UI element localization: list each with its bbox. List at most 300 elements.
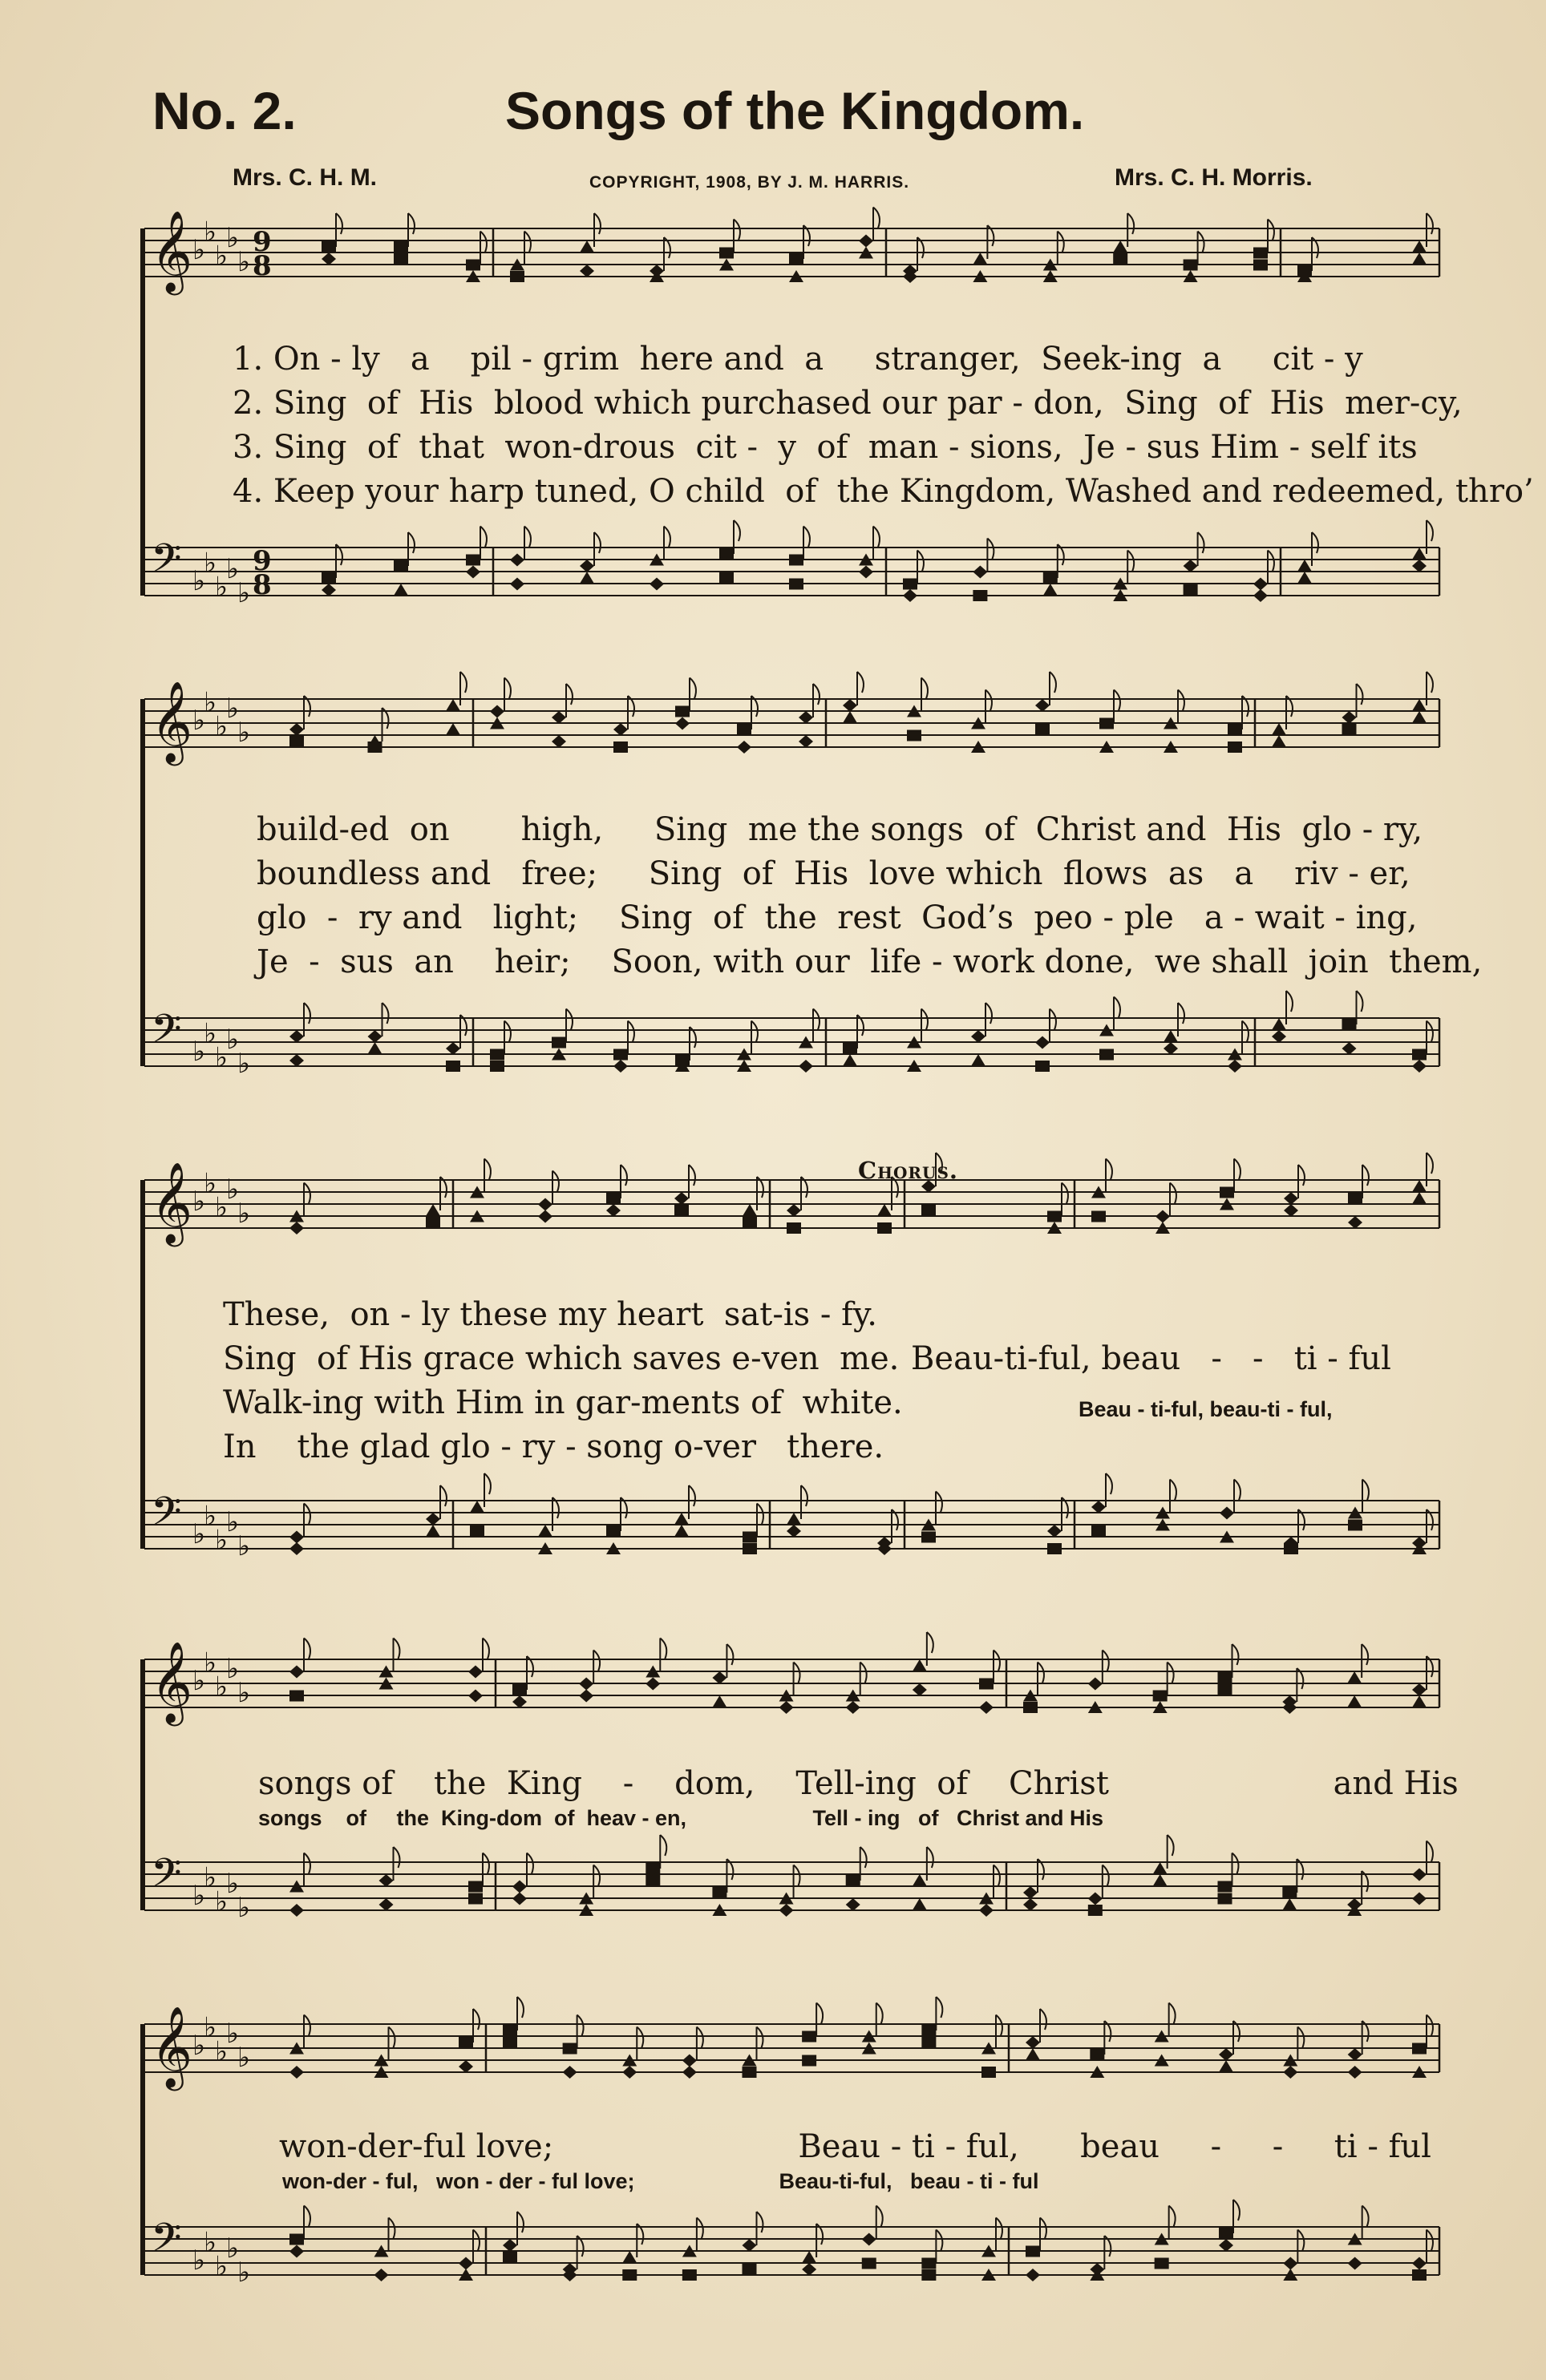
note-head <box>1218 1672 1232 1683</box>
note-head <box>1164 1042 1178 1055</box>
note-flag <box>524 527 531 548</box>
note-head <box>682 2269 697 2281</box>
note-head <box>538 1198 552 1211</box>
note-head <box>1253 578 1268 591</box>
note-flag <box>628 1021 634 1042</box>
note-flag <box>1178 690 1184 711</box>
note-flag <box>1362 1165 1369 1186</box>
note-flag <box>304 1853 310 1874</box>
flat-sign-icon: ♭ <box>226 553 240 585</box>
note-flag <box>1427 1153 1433 1174</box>
note-head <box>1026 2036 1040 2049</box>
note-head <box>719 248 734 259</box>
note-head <box>1412 240 1427 253</box>
note-flag <box>794 1663 800 1683</box>
note-flag <box>697 2027 703 2048</box>
note-head <box>1219 2239 1233 2252</box>
flat-sign-icon: ♭ <box>215 2035 229 2068</box>
note-head <box>289 1531 304 1544</box>
note-head <box>979 1904 994 1917</box>
note-head <box>446 1061 460 1072</box>
note-flag <box>689 1485 695 1506</box>
flat-sign-icon: ♭ <box>237 1530 251 1562</box>
verse-2-line-2: boundless and free; Sing of His love which flows as a riv - er, <box>257 855 1410 892</box>
note-flag <box>1127 551 1134 572</box>
note-head <box>913 1659 927 1671</box>
note-head <box>1272 723 1286 735</box>
note-head <box>1253 589 1268 602</box>
note-head <box>743 1204 757 1216</box>
flat-sign-icon: ♭ <box>215 240 229 273</box>
note-flag <box>304 1183 310 1204</box>
note-flag <box>1298 1165 1305 1186</box>
note-head <box>862 2233 876 2246</box>
note-head <box>1342 1042 1357 1055</box>
flat-sign-icon: ♭ <box>192 1036 206 1068</box>
note-head <box>1219 2228 1233 2239</box>
note-head <box>779 1904 794 1917</box>
note-head <box>846 1701 860 1714</box>
note-head <box>538 1525 552 1537</box>
flat-sign-icon: ♭ <box>192 565 206 597</box>
note-head <box>322 241 336 253</box>
note-head <box>289 1030 304 1043</box>
verse-4-line-3: In the glad glo - ry - song o-ver there. <box>223 1428 884 1465</box>
note-flag <box>480 527 487 548</box>
flat-sign-icon: ♭ <box>226 1653 240 1685</box>
note-head <box>426 1204 440 1216</box>
flat-sign-icon: ♭ <box>237 246 251 278</box>
note-flag <box>594 532 601 553</box>
note-head <box>675 717 690 730</box>
note-head <box>503 2025 517 2036</box>
note-head <box>1219 2048 1233 2061</box>
note-head <box>503 2239 517 2252</box>
note-head <box>580 240 594 253</box>
note-head <box>1153 1874 1168 1886</box>
note-head <box>682 2066 697 2079</box>
note-head <box>289 1666 304 1679</box>
music-credit: Mrs. C. H. Morris. <box>1115 164 1313 191</box>
note-head <box>1283 2257 1297 2270</box>
note-flag <box>816 2003 823 2024</box>
note-flag <box>876 2206 883 2227</box>
note-head <box>921 1532 936 1543</box>
verse-4-line-1: 4. Keep your harp tuned, O child of the Kingdom, Washed and redeemed, thro’ <box>233 473 1534 510</box>
note-head <box>1412 1683 1427 1696</box>
note-head <box>650 578 664 591</box>
note-head <box>446 1042 460 1055</box>
flat-sign-icon: ♭ <box>192 234 206 266</box>
note-head <box>779 1701 794 1714</box>
note-head <box>289 2245 304 2258</box>
note-head <box>1412 1049 1427 1061</box>
note-head <box>737 741 751 754</box>
note-flag <box>484 1159 491 1180</box>
note-head <box>1272 1030 1286 1043</box>
flat-sign-icon: ♭ <box>192 1186 206 1218</box>
note-flag <box>517 1997 524 2018</box>
note-flag <box>504 1021 511 1042</box>
note-head <box>552 735 566 748</box>
note-head <box>1412 1180 1427 1192</box>
note-flag <box>1297 2027 1304 2048</box>
note-head <box>1219 2060 1233 2072</box>
note-head <box>1023 1898 1038 1911</box>
note-head <box>921 2269 936 2281</box>
note-head <box>466 555 480 566</box>
note-head <box>1026 2048 1040 2060</box>
note-head <box>1047 1211 1062 1222</box>
note-flag <box>1050 672 1056 693</box>
note-head <box>799 735 813 748</box>
note-head <box>503 2252 517 2263</box>
note-head <box>743 2264 757 2275</box>
note-head <box>1347 1695 1362 1707</box>
note-head <box>446 699 460 711</box>
note-head <box>459 2060 473 2073</box>
chorus-bass-line-1: Beau - ti-ful, beau-ti - ful, <box>1079 1397 1333 1421</box>
note-head <box>468 1881 483 1893</box>
note-head <box>1220 1187 1234 1198</box>
note-flag <box>936 1492 942 1513</box>
note-flag <box>484 1473 491 1494</box>
note-head <box>1253 248 1268 259</box>
note-flag <box>304 1504 310 1525</box>
flat-sign-icon: ♭ <box>237 1677 251 1709</box>
note-head <box>1283 2066 1297 2079</box>
time-signature-bottom: 8 <box>253 569 272 601</box>
chorus-melody-line-2: songs of the King - dom, Tell-ing of Christ and His <box>258 1765 1459 1802</box>
note-head <box>579 1690 593 1703</box>
note-head <box>1228 724 1242 735</box>
note-flag <box>460 672 467 693</box>
note-head <box>580 560 594 572</box>
note-head <box>907 730 921 741</box>
note-head <box>1297 572 1312 584</box>
note-head <box>289 2066 304 2079</box>
note-head <box>289 1054 304 1067</box>
note-head <box>1184 560 1198 572</box>
note-flag <box>664 527 670 548</box>
note-head <box>903 579 917 590</box>
note-flag <box>1427 672 1433 693</box>
note-flag <box>1427 2015 1433 2036</box>
note-head <box>743 2067 757 2078</box>
copyright-notice: COPYRIGHT, 1908, BY J. M. HARRIS. <box>589 173 910 192</box>
note-head <box>1026 2246 1040 2257</box>
flat-sign-icon: ♭ <box>215 2250 229 2283</box>
note-head <box>903 589 917 602</box>
note-head <box>1228 1060 1242 1073</box>
note-head <box>1023 1886 1038 1899</box>
note-head <box>843 711 857 723</box>
note-flag <box>1178 1003 1184 1024</box>
flat-sign-icon: ♭ <box>226 2233 240 2265</box>
chorus-melody-line-3: won-der-ful love; Beau - ti - ful, beau - - ti - ful <box>279 2128 1431 2165</box>
note-head <box>846 1898 860 1911</box>
note-head <box>846 1875 860 1886</box>
note-flag <box>873 208 880 228</box>
flat-sign-icon: ♭ <box>215 1191 229 1224</box>
note-head <box>368 1030 382 1043</box>
note-head <box>646 1875 660 1886</box>
note-head <box>1035 1061 1050 1072</box>
note-head <box>490 1049 504 1061</box>
flat-sign-icon: ♭ <box>204 1861 217 1894</box>
flat-sign-icon: ♭ <box>215 1524 229 1557</box>
note-head <box>289 723 304 736</box>
note-flag <box>1427 1021 1433 1042</box>
note-head <box>1091 1501 1106 1513</box>
note-head <box>1155 1210 1170 1223</box>
note-head <box>1412 1869 1427 1881</box>
note-flag <box>1297 2230 1304 2251</box>
note-head <box>981 2067 996 2078</box>
verse-1-line-3: These, on - ly these my heart sat-is - fy. <box>223 1296 877 1333</box>
note-head <box>1284 1192 1298 1205</box>
note-head <box>1164 1030 1178 1042</box>
note-flag <box>1234 1480 1240 1501</box>
note-flag <box>1286 991 1293 1012</box>
note-head <box>289 1542 304 1555</box>
note-head <box>1091 1525 1106 1537</box>
flat-sign-icon: ♭ <box>215 1671 229 1703</box>
note-head <box>1348 2048 1362 2061</box>
note-head <box>743 2239 757 2252</box>
note-flag <box>1103 1865 1109 1886</box>
note-flag <box>473 2230 480 2251</box>
note-head <box>1412 560 1427 572</box>
note-flag <box>1312 532 1318 553</box>
note-head <box>737 724 751 735</box>
flat-sign-icon: ♭ <box>215 710 229 743</box>
note-head <box>1043 584 1058 596</box>
note-flag <box>552 1171 559 1192</box>
note-flag <box>1268 220 1274 240</box>
note-head <box>613 1060 628 1073</box>
note-head <box>1099 1049 1114 1061</box>
note-head <box>979 1701 994 1714</box>
note-head <box>1272 1018 1286 1030</box>
note-head <box>580 572 594 584</box>
flat-sign-icon: ♭ <box>204 2011 217 2044</box>
bass-clef-icon: 𝄢 <box>151 1850 182 1906</box>
note-head <box>289 736 304 747</box>
time-signature-top: 9 <box>253 545 272 577</box>
note-head <box>1228 741 1242 753</box>
note-flag <box>336 213 342 234</box>
note-flag <box>996 2015 1002 2036</box>
note-head <box>580 265 594 277</box>
note-head <box>510 271 524 282</box>
note-head <box>468 1893 483 1905</box>
note-flag <box>927 1847 933 1868</box>
time-signature-top: 9 <box>253 226 272 258</box>
verse-3-line-2: glo - ry and light; Sing of the rest God’s peo - ple a - wait - ing, <box>257 899 1418 936</box>
note-flag <box>304 2206 310 2227</box>
note-head <box>859 235 873 248</box>
note-head <box>675 706 690 717</box>
note-flag <box>660 1835 666 1856</box>
note-head <box>394 241 408 253</box>
note-flag <box>1106 1473 1112 1494</box>
note-head <box>1282 1898 1297 1910</box>
note-head <box>394 560 408 572</box>
note-head <box>843 1054 857 1066</box>
note-flag <box>593 1651 600 1671</box>
note-head <box>1412 711 1427 723</box>
note-head <box>1342 1019 1357 1030</box>
note-flag <box>527 1853 533 1874</box>
note-head <box>426 1217 440 1228</box>
note-head <box>613 1049 628 1061</box>
note-head <box>1035 724 1050 735</box>
note-flag <box>1198 232 1204 253</box>
note-head <box>743 1532 757 1543</box>
flat-sign-icon: ♭ <box>204 1647 217 1679</box>
note-head <box>913 1874 927 1886</box>
note-head <box>1412 2269 1427 2281</box>
bass-clef-icon: 𝄢 <box>151 535 182 592</box>
note-flag <box>994 1651 1000 1671</box>
note-head <box>789 555 803 566</box>
note-head <box>712 1671 726 1684</box>
note-head <box>787 1513 801 1525</box>
note-flag <box>1106 1159 1112 1180</box>
note-flag <box>483 1639 489 1659</box>
note-flag <box>566 1009 573 1030</box>
note-head <box>682 2055 697 2067</box>
note-head <box>468 1690 483 1703</box>
note-flag <box>1427 520 1433 541</box>
flat-sign-icon: ♭ <box>192 1665 206 1697</box>
note-flag <box>440 1485 447 1506</box>
note-head <box>719 548 734 560</box>
note-head <box>579 1678 593 1691</box>
flat-sign-icon: ♭ <box>204 1017 217 1050</box>
note-head <box>913 1683 927 1696</box>
note-flag <box>994 1865 1000 1886</box>
note-head <box>1155 2258 1169 2269</box>
note-flag <box>504 678 511 699</box>
bass-clef-icon: 𝄢 <box>151 1489 182 1545</box>
note-head <box>289 1691 304 1702</box>
note-head <box>512 1881 527 1893</box>
treble-clef-icon: 𝄞 <box>151 680 193 762</box>
note-head <box>674 1192 689 1205</box>
note-flag <box>1427 1841 1433 1862</box>
note-head <box>1047 1525 1062 1538</box>
note-head <box>613 741 628 753</box>
note-head <box>1348 1520 1362 1531</box>
verse-4-line-2: Je - sus an heir; Soon, with our life - work done, we shall join them, <box>257 944 1483 980</box>
note-head <box>802 2031 816 2043</box>
note-flag <box>1038 1663 1044 1683</box>
flat-sign-icon: ♭ <box>226 1506 240 1538</box>
verse-2-line-3: Sing of His grace which saves e-ven me. <box>223 1340 900 1377</box>
note-head <box>1412 1192 1427 1204</box>
verse-3-line-3: Walk-ing with Him in gar-ments of white. <box>223 1384 903 1421</box>
note-head <box>1412 1695 1427 1707</box>
note-flag <box>394 1639 400 1659</box>
note-head <box>1342 724 1357 735</box>
flat-sign-icon: ♭ <box>237 1892 251 1924</box>
note-flag <box>1232 1853 1239 1874</box>
flat-sign-icon: ♭ <box>226 222 240 254</box>
note-head <box>466 566 480 579</box>
note-head <box>973 566 987 579</box>
note-head <box>674 1513 689 1525</box>
note-head <box>743 1543 757 1554</box>
note-flag <box>408 213 415 234</box>
verse-2-line-1: 2. Sing of His blood which purchased our par - don, Sing of His mer-cy, <box>233 385 1463 422</box>
note-flag <box>1198 532 1204 553</box>
note-flag <box>1168 1835 1174 1856</box>
note-head <box>510 578 524 591</box>
verse-1-line-2: build-ed on high, Sing me the songs of Christ and His glo - ry, <box>257 811 1423 848</box>
note-flag <box>304 2015 310 2036</box>
note-head <box>787 1222 801 1234</box>
note-head <box>973 253 987 265</box>
treble-clef-icon: 𝄞 <box>151 1640 193 1723</box>
note-head <box>1412 1060 1427 1073</box>
note-head <box>1284 1204 1298 1217</box>
note-head <box>862 2258 876 2269</box>
note-head <box>470 1525 484 1537</box>
note-head <box>1153 1691 1168 1702</box>
note-head <box>613 723 628 736</box>
note-head <box>1099 718 1114 729</box>
note-head <box>743 1217 757 1228</box>
note-head <box>446 723 460 735</box>
note-head <box>552 711 566 724</box>
note-flag <box>1170 1183 1176 1204</box>
note-head <box>971 1030 985 1043</box>
note-flag <box>1169 2206 1176 2227</box>
note-head <box>563 2066 577 2079</box>
note-flag <box>483 1853 489 1874</box>
note-head <box>1412 253 1427 265</box>
note-flag <box>1058 232 1064 253</box>
note-flag <box>917 551 924 572</box>
note-head <box>1043 572 1058 584</box>
note-flag <box>734 520 740 541</box>
note-head <box>1348 2257 1362 2270</box>
flat-sign-icon: ♭ <box>215 1885 229 1918</box>
note-flag <box>1357 684 1363 705</box>
note-flag <box>1127 213 1134 234</box>
note-flag <box>921 1009 928 1030</box>
note-head <box>674 1525 689 1537</box>
chorus-label: Chorus. <box>858 1157 959 1184</box>
note-head <box>1090 2049 1104 2060</box>
flat-sign-icon: ♭ <box>204 2226 217 2259</box>
note-head <box>789 579 803 590</box>
note-head <box>1347 1671 1362 1683</box>
note-head <box>470 1501 484 1513</box>
note-flag <box>813 684 820 705</box>
note-flag <box>304 1639 310 1659</box>
note-flag <box>1427 213 1433 234</box>
flat-sign-icon: ♭ <box>215 1041 229 1074</box>
note-head <box>1026 2269 1040 2281</box>
note-flag <box>936 1997 942 2018</box>
note-head <box>538 1210 552 1223</box>
note-head <box>799 711 813 724</box>
hymn-title: Songs of the Kingdom. <box>505 81 1085 140</box>
flat-sign-icon: ♭ <box>192 2245 206 2277</box>
